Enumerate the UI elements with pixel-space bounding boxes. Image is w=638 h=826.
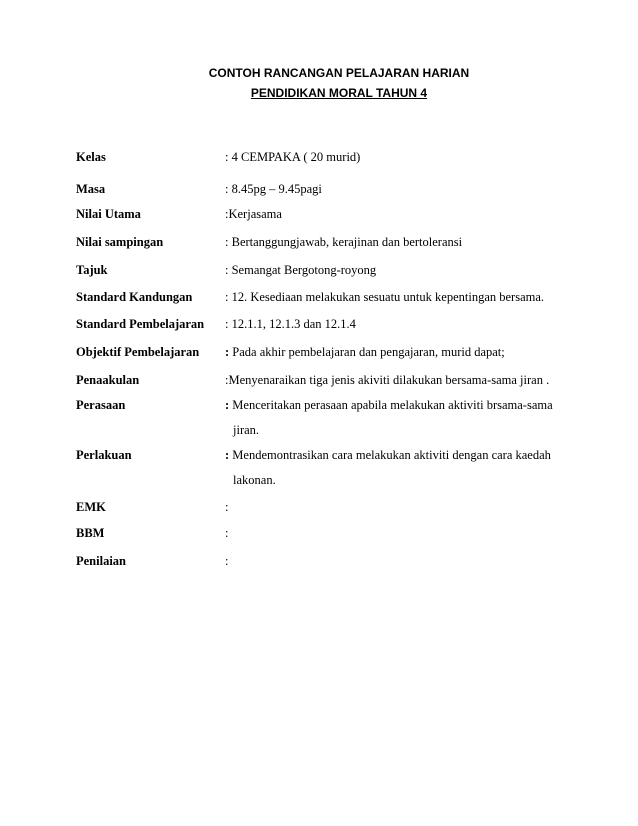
field-label: Tajuk (76, 263, 108, 277)
field-colon: : (225, 526, 229, 540)
field-text: Pada akhir pembelajaran dan pengajaran, murid dapat; (229, 345, 505, 359)
field-text: Menceritakan perasaan apabila melakukan aktiviti brsama-sama (229, 398, 553, 412)
field-colon: : (225, 500, 229, 514)
field-colon: : (225, 448, 230, 462)
field-colon: : (225, 150, 229, 164)
field-value (225, 181, 585, 197)
field-colon: : (225, 398, 230, 412)
document-title: CONTOH RANCANGAN PELAJARAN HARIAN (208, 66, 470, 80)
field-value (225, 525, 585, 541)
field-value (225, 206, 585, 222)
field-value (225, 372, 585, 388)
field-value (225, 289, 585, 305)
field-label: Standard Kandungan (76, 290, 193, 304)
field-text: Mendemontrasikan cara melakukan aktiviti dengan cara kaedah (229, 448, 551, 462)
field-value (225, 344, 585, 360)
field-value (225, 447, 585, 463)
field-label: EMK (76, 500, 106, 514)
field-label: Objektif Pembelajaran (76, 345, 200, 359)
field-colon: : (225, 263, 229, 277)
field-label: Perlakuan (76, 448, 132, 462)
field-label: BBM (76, 526, 105, 540)
field-colon: : (225, 235, 229, 249)
field-text-continuation: jiran. (233, 423, 260, 437)
field-text: 4 CEMPAKA ( 20 murid) (228, 150, 361, 164)
field-label: Penaakulan (76, 373, 140, 387)
field-label: Nilai Utama (76, 207, 141, 221)
field-label: Masa (76, 182, 106, 196)
document-subtitle: PENDIDIKAN MORAL TAHUN 4 (250, 86, 428, 100)
field-label: Standard Pembelajaran (76, 317, 205, 331)
field-value (225, 553, 585, 569)
field-text: Menyenaraikan tiga jenis akiviti dilakukan bersama-sama jiran . (228, 373, 550, 387)
field-value (225, 397, 585, 413)
field-value (225, 262, 585, 278)
field-colon: : (225, 554, 229, 568)
field-text: 12.1.1, 12.1.3 dan 12.1.4 (228, 317, 356, 331)
field-text: 8.45pg – 9.45pagi (228, 182, 322, 196)
field-label: Perasaan (76, 398, 126, 412)
field-colon: : (225, 290, 229, 304)
field-colon: : (225, 345, 230, 359)
field-colon: : (225, 317, 229, 331)
field-label: Kelas (76, 150, 106, 164)
field-value (225, 316, 585, 332)
field-label: Penilaian (76, 554, 127, 568)
field-value (225, 149, 585, 165)
field-text: Kerjasama (228, 207, 282, 221)
field-text: Semangat Bergotong-royong (228, 263, 377, 277)
field-text: 12. Kesediaan melakukan sesuatu untuk kepentingan bersama. (228, 290, 545, 304)
field-label: Nilai sampingan (76, 235, 164, 249)
field-colon: : (225, 373, 229, 387)
field-text: Bertanggungjawab, kerajinan dan bertoleransi (228, 235, 463, 249)
field-value (225, 499, 585, 515)
field-colon: : (225, 182, 229, 196)
field-text-continuation: lakonan. (233, 473, 276, 487)
field-colon: : (225, 207, 229, 221)
field-value (225, 234, 585, 250)
